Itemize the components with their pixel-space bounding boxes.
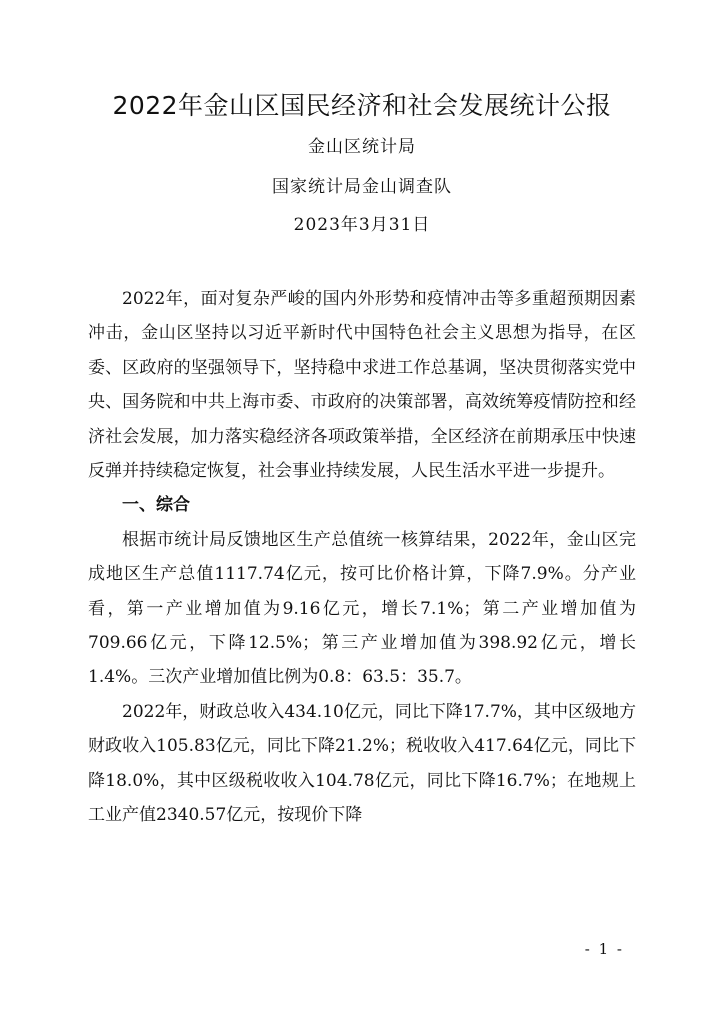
report-title: 2022年金山区国民经济和社会发展统计公报 xyxy=(112,91,612,120)
page-number: - 1 - xyxy=(584,940,624,958)
publish-date: 2023年3月31日 xyxy=(293,215,431,235)
report-body xyxy=(88,282,636,833)
issuer-survey-team: 国家统计局金山调查队 xyxy=(272,177,452,197)
section-heading-overview: 一、综合 xyxy=(122,495,190,516)
fiscal-paragraph: 2022年，财政总收入434.10亿元，同比下降17.7%，其中区级地方财政收入105.83亿元，同比下降21.2%；税收收入417.64亿元，同比下降18.0%，其中区级税收收入104.78亿元，同比下降16.7%；在地规上工业产值2340.57亿元，按现价下降 xyxy=(88,701,636,826)
intro-paragraph: 2022年，面对复杂严峻的国内外形势和疫情冲击等多重超预期因素冲击，金山区坚持以习近平新时代中国特色社会主义思想为指导，在区委、区政府的坚强领导下，坚持稳中求进工作总基调，坚决贯彻落实党中央、国务院和中共上海市委、市政府的决策部署，高效统筹疫情防控和经济社会发展，加力落实稳经济各项政策举措，全区经济在前期承压中快速反弹并持续稳定恢复，社会事业持续发展，人民生活水平进一步提升。 xyxy=(88,289,636,482)
issuer-statistics-bureau: 金山区统计局 xyxy=(308,137,416,157)
gdp-paragraph: 根据市统计局反馈地区生产总值统一核算结果，2022年，金山区完成地区生产总值1117.74亿元，按可比价格计算，下降7.9%。分产业看，第一产业增加值为9.16亿元，增长7.1%；第二产业增加值为709.66亿元，下降12.5%；第三产业增加值为398.92亿元，增长1.4%。三次产业增加值比例为0.8：63.5：35.7。 xyxy=(88,529,636,688)
